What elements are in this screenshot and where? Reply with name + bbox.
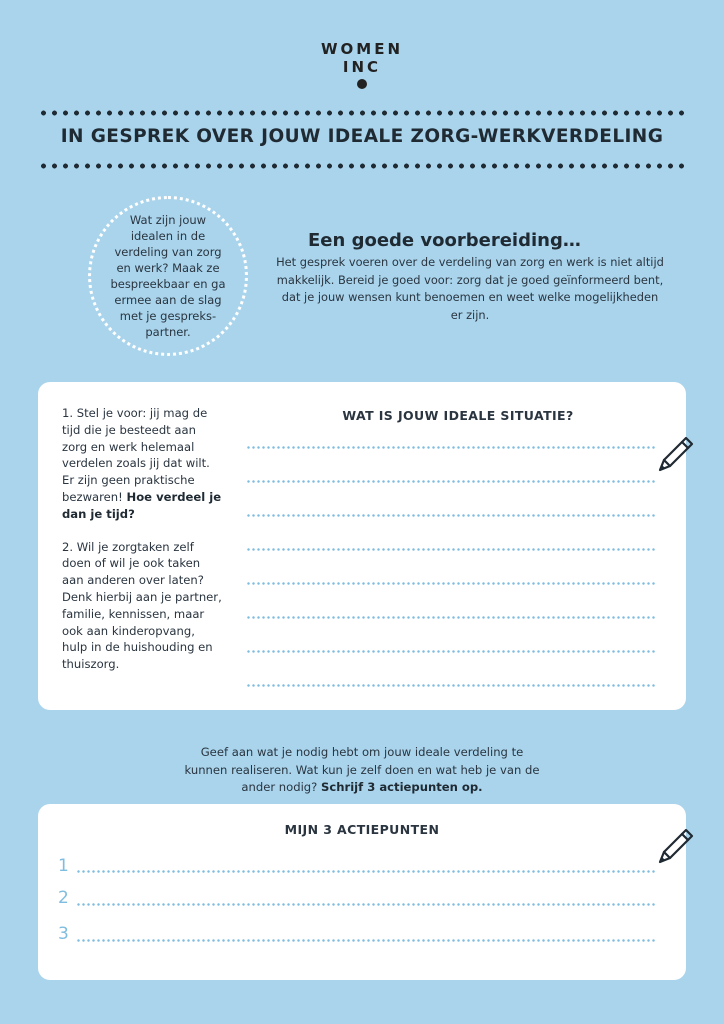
question-1-emphasis: Hoe verdeel je dan je tijd? [62,489,222,521]
writing-line-6[interactable] [246,616,656,619]
writing-line-2[interactable] [246,480,656,483]
women-inc-logo [0,40,724,89]
intro-bubble-text: Wat zijn jouw idealen in de verdeling van zorg en werk? Maak ze bespreekbaar en ga ermee aan de slag met je gespreks-partner. [110,213,226,339]
action-line-1[interactable] [76,870,656,873]
logo-line-1: WOMEN [320,40,404,58]
writing-line-8[interactable] [246,684,656,687]
writing-line-7[interactable] [246,650,656,653]
writing-line-3[interactable] [246,514,656,517]
bottom-dot-divider [38,163,686,169]
questions-column [62,405,222,689]
action-instruction-emphasis: Schrijf 3 actiepunten op. [321,780,483,794]
pencil-icon [652,430,698,476]
question-2: 2. Wil je zorgtaken zelf doen of wil je ook taken aan anderen over laten? Denk hierbij aan je partner, familie, kennissen, maar ook aan kinderopvang, hulp in de huishouding en thuiszorg. [62,539,222,672]
action-instruction: Geef aan wat je nodig hebt om jouw ideale verdeling te kunnen realiseren. Wat kun je zelf doen en wat heb je van de ander nodig? Schrijf 3 actiepunten op. [184,745,540,794]
writing-line-5[interactable] [246,582,656,585]
action-number-2: 2 [58,888,69,908]
preparation-body: Het gesprek voeren over de verdeling van zorg en werk is niet altijd makkelijk. Bereid je goed voor: zorg dat je goed geïnformeerd bent, dat je jouw wensen kunt benoemen en weet welke mogelijkheden er zijn. [276,255,664,322]
top-dot-divider [38,110,686,116]
action-points-heading: MIJN 3 ACTIEPUNTEN [284,822,440,837]
action-line-3[interactable] [76,939,656,942]
intro-bubble [88,196,248,356]
logo-dot-icon [357,79,367,89]
action-number-3: 3 [58,924,69,944]
question-1: 1. Stel je voor: jij mag de tijd die je besteedt aan zorg en werk helemaal verdelen zoals jij dat wilt. Er zijn geen praktische bezwaren! Hoe verdeel je dan je tijd? [62,406,222,521]
preparation-heading: Een goede voorbereiding… [308,230,581,251]
logo-line-2: INC [342,58,382,76]
writing-line-1[interactable] [246,446,656,449]
writing-line-4[interactable] [246,548,656,551]
ideal-situation-heading: WAT IS JOUW IDEALE SITUATIE? [342,408,574,423]
action-line-2[interactable] [76,903,656,906]
pencil-icon [652,822,698,868]
action-number-1: 1 [58,856,69,876]
page-title: IN GESPREK OVER JOUW IDEALE ZORG-WERKVERDELING [60,126,664,147]
